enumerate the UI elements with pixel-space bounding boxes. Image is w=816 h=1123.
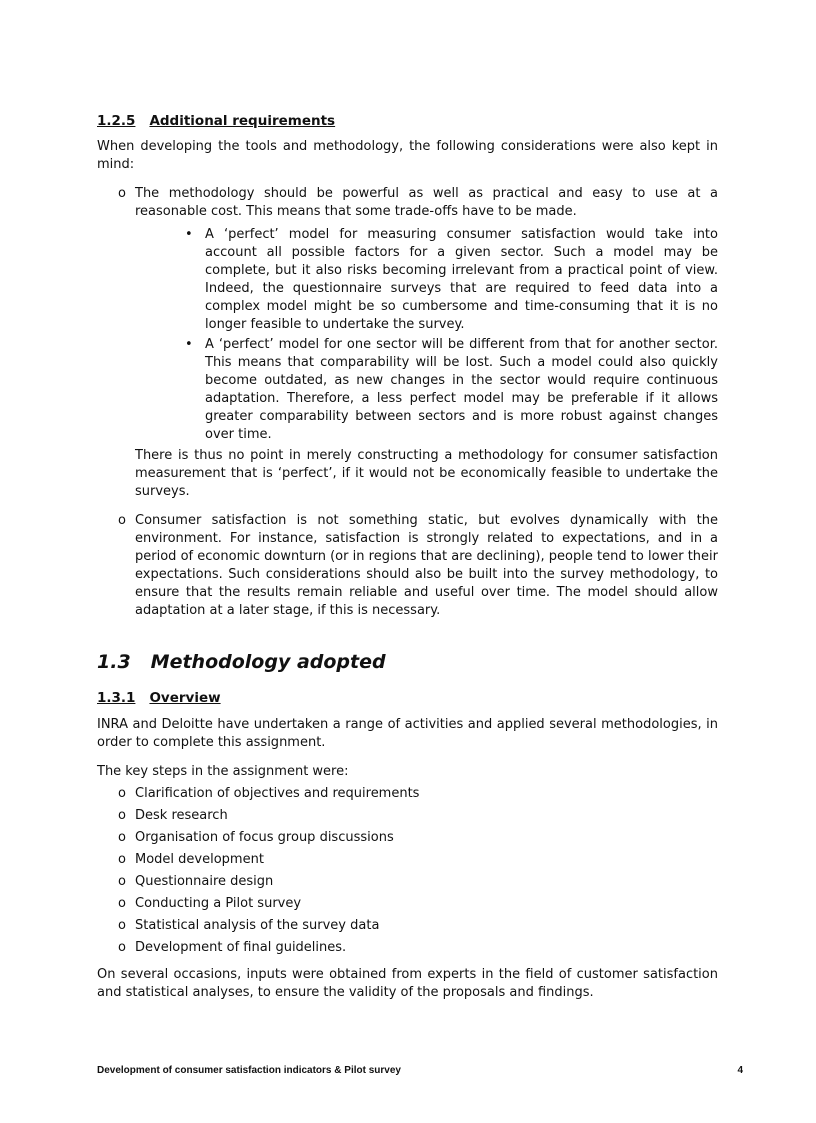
heading-1-3-1: 1.3.1 Overview	[97, 690, 221, 706]
intro-paragraph: When developing the tools and methodology, the following considerations were also kept in mind:	[97, 139, 718, 172]
list-item: o Clarification of objectives and requirements	[118, 786, 420, 801]
overview-paragraph: INRA and Deloitte have undertaken a range of activities and applied several methodologies, in order to complete this assignment.	[97, 717, 718, 750]
bullet-item: • A ‘perfect’ model for measuring consumer satisfaction would take into account all possible factors for a given sector. Such a model may be complete, but it also risks becoming irrelevant from a practical point of view. Indeed, the questionnaire surveys that are required to feed data into a complex model might be so cumbersome and time-consuming that it is no longer feasible to undertake the survey.	[185, 227, 718, 332]
list-item: o Statistical analysis of the survey data	[118, 918, 380, 933]
list-item: o Questionnaire design	[118, 874, 274, 889]
steps-list	[118, 785, 419, 961]
list-item: o Organisation of focus group discussions	[118, 830, 394, 845]
heading-1-2-5: 1.2.5 Additional requirements	[97, 113, 336, 129]
steps-intro: The key steps in the assignment were:	[97, 764, 349, 779]
list-item: o Development of final guidelines.	[118, 940, 347, 955]
list-item: o Conducting a Pilot survey	[118, 896, 302, 911]
closing-paragraph: On several occasions, inputs were obtained from experts in the field of customer satisfaction and statistical analyses, to ensure the validity of the proposals and findings.	[97, 967, 718, 1000]
list-item: o Model development	[118, 852, 264, 867]
list-item: o Desk research	[118, 808, 228, 823]
conclusion-paragraph: There is thus no point in merely constructing a methodology for consumer satisfaction measurement that is ‘perfect’, if it would not be economically feasible to undertake the surveys.	[135, 448, 718, 499]
page-footer	[97, 1062, 743, 1080]
bullet-item: • A ‘perfect’ model for one sector will be different from that for another sector. This means that comparability will be lost. Such a model could also quickly become outdated, as new changes in the sector would require continuous adaptation. Therefore, a less perfect model may be preferable if it allows greater comparability between sectors and is more robust against changes over time.	[185, 337, 718, 442]
footer-title: Development of consumer satisfaction indicators & Pilot survey	[97, 1065, 401, 1076]
list-item: o The methodology should be powerful as well as practical and easy to use at a reasonable cost. This means that some trade-offs have to be made.	[118, 186, 718, 219]
heading-1-3: 1.3 Methodology adopted	[97, 651, 386, 673]
page-number: 4	[737, 1065, 743, 1076]
list-item: o Consumer satisfaction is not something static, but evolves dynamically with the environment. For instance, satisfaction is strongly related to expectations, and in a period of economic downturn (or in regions that are declining), people tend to lower their expectations. Such considerations should also be built into the survey methodology, to ensure that the results remain reliable and useful over time. The model should allow adaptation at a later stage, if this is necessary.	[118, 513, 718, 618]
